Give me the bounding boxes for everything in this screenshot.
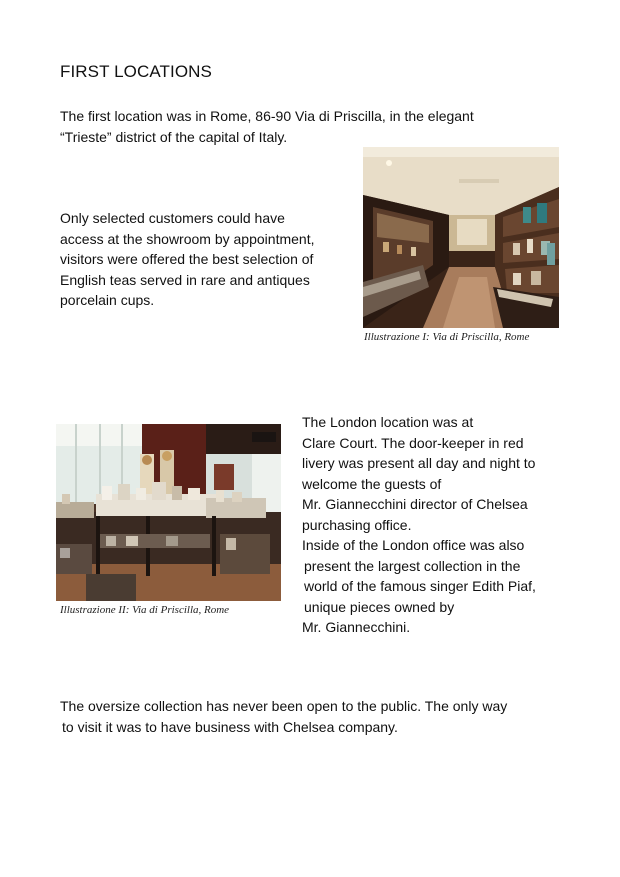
london-showroom-photo-image (56, 424, 281, 601)
london-showroom-photo (56, 424, 281, 601)
rome-line: visitors were offered the best selection of (60, 251, 314, 267)
london-line: Mr. Giannecchini director of Chelsea (302, 496, 528, 512)
closing-paragraph (60, 696, 507, 737)
closing-line: to visit it was to have business with Chelsea company. (62, 718, 398, 735)
london-line: Mr. Giannecchini. (302, 619, 411, 635)
london-line: welcome the guests of (302, 475, 442, 492)
rome-showroom-photo (363, 147, 559, 328)
rome-line: Only selected customers could have (60, 210, 285, 226)
london-line: world of the famous singer Edith Piaf, (304, 578, 536, 594)
page-title: FIRST LOCATIONS (60, 62, 213, 81)
intro-line: “Trieste” district of the capital of Italy. (60, 128, 288, 145)
rome-line: porcelain cups. (60, 292, 155, 308)
london-line: Clare Court. The door-keeper in red (302, 434, 524, 451)
caption-illustration-2: Illustrazione II: Via di Priscilla, Rome (60, 604, 230, 616)
closing-line: The oversize collection has never been open to the public. The only way (60, 698, 508, 714)
rome-line: English teas served in rare and antiques (60, 271, 310, 288)
london-line: Inside of the London office was also (302, 537, 525, 553)
rome-showroom-photo-image (363, 147, 559, 328)
london-line: The London location was at (302, 414, 474, 430)
intro-paragraph (60, 106, 474, 147)
london-paragraph (302, 412, 536, 638)
rome-paragraph (60, 208, 314, 311)
london-line: livery was present all day and night to (302, 455, 536, 471)
caption-illustration-1: Illustrazione I: Via di Priscilla, Rome (364, 331, 530, 343)
london-line: present the largest collection in the (304, 557, 521, 574)
intro-line: The first location was in Rome, 86-90 Via di Priscilla, in the elegant (60, 108, 474, 124)
rome-line: access at the showroom by appointment, (60, 230, 315, 247)
london-line: purchasing office. (302, 516, 412, 533)
london-line: unique pieces owned by (304, 598, 455, 615)
